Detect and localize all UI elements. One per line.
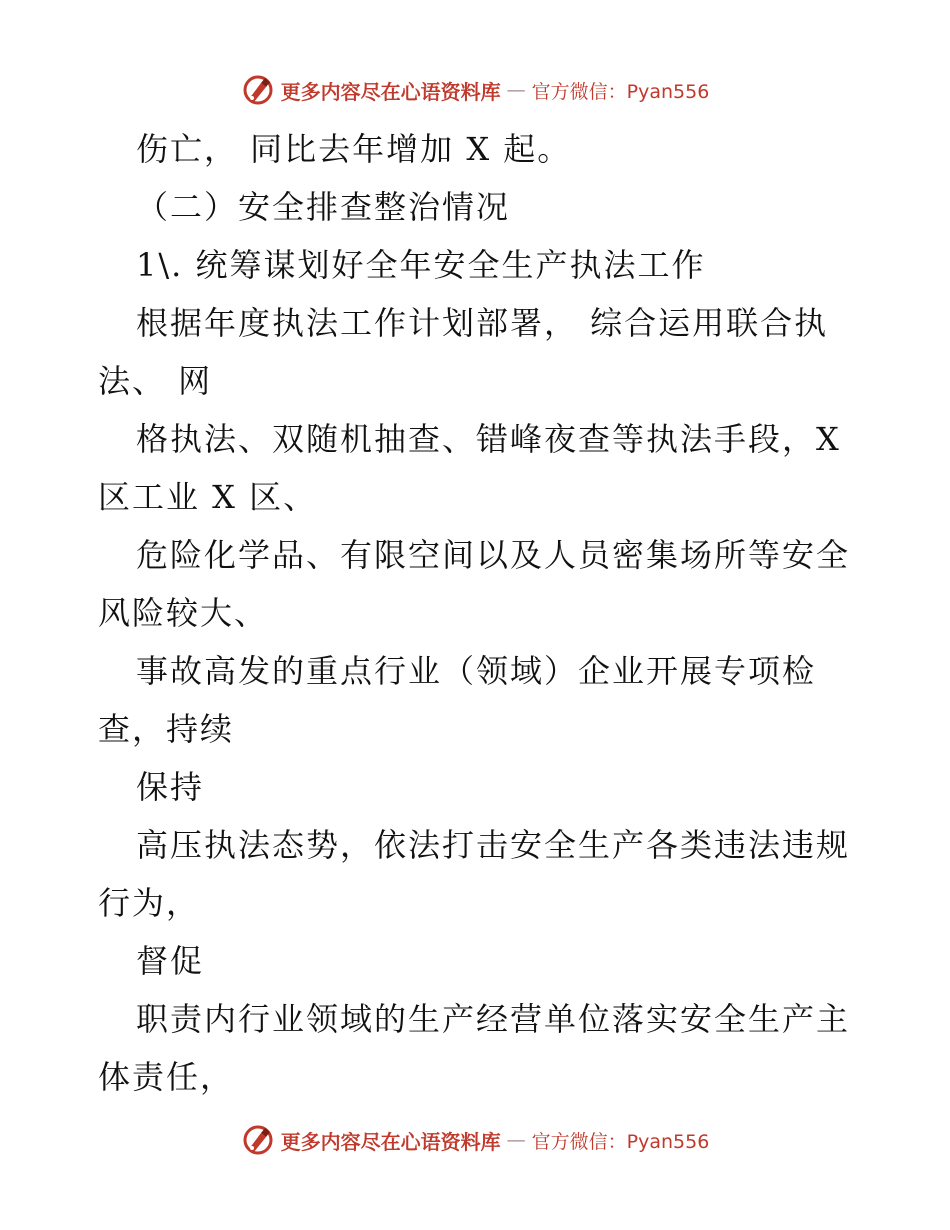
paragraph-line: 保持 [136, 768, 205, 806]
paragraph-line: 行为， [98, 884, 201, 922]
paragraph-line: 危险化学品、有限空间以及人员密集场所等安全 [136, 536, 851, 574]
paragraph-line: 根据年度执法工作计划部署， 综合运用联合执 [136, 304, 829, 342]
header-brand-text: 更多内容尽在心语资料库 [280, 79, 501, 104]
paragraph-line: 伤亡， 同比去年增加 X 起。 [136, 130, 572, 168]
header-contact: 官方微信：Pyan556 [531, 80, 710, 103]
page-header [0, 68, 950, 112]
paragraph-line: 区工业 X 区、 [98, 478, 318, 516]
subsection-heading: 1\. 统筹谋划好全年安全生产执法工作 [136, 246, 706, 284]
paragraph-line: 体责任， [98, 1058, 235, 1096]
header-brand [241, 73, 710, 107]
paragraph-line: 事故高发的重点行业（领域）企业开展专项检 [136, 652, 817, 690]
footer-contact: 官方微信：Pyan556 [531, 1130, 710, 1153]
paragraph-line: 查，持续 [98, 710, 235, 748]
paragraph-line: 风险较大、 [98, 594, 269, 632]
paragraph-line: 高压执法态势，依法打击安全生产各类违法违规 [136, 826, 851, 864]
footer-brand-text: 更多内容尽在心语资料库 [280, 1129, 501, 1154]
header-separator: — [506, 79, 526, 101]
page-footer [0, 1118, 950, 1162]
pen-logo-icon [241, 73, 275, 107]
paragraph-line: 职责内行业领域的生产经营单位落实安全生产主 [136, 1000, 851, 1038]
footer-separator: — [506, 1129, 526, 1151]
section-heading: （二）安全排查整治情况 [136, 188, 511, 226]
document-body [98, 120, 858, 1106]
paragraph-line: 格执法、双随机抽查、错峰夜查等执法手段，X [136, 420, 841, 458]
paragraph-line: 法、 网 [98, 362, 213, 400]
footer-brand [241, 1123, 710, 1157]
paragraph-line: 督促 [136, 942, 205, 980]
pen-logo-icon [241, 1123, 275, 1157]
